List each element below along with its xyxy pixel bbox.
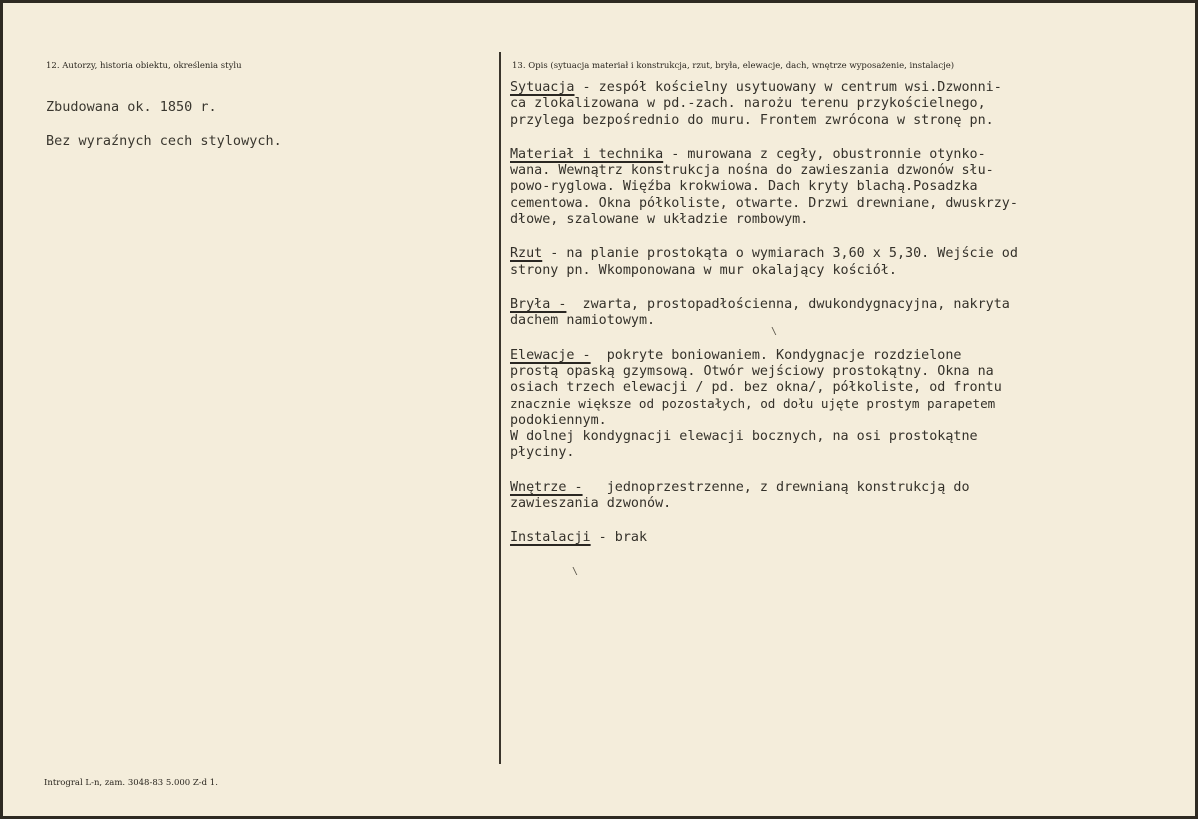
history-line-1: Zbudowana ok. 1850 r. <box>46 99 217 115</box>
text-line: W dolnej kondygnacji elewacji bocznych, na osi prostokątne <box>510 429 978 445</box>
section-sytuacja <box>510 80 1150 129</box>
text-line: podokiennym. <box>510 412 607 428</box>
text-line: wana. Wewnątrz konstrukcja nośna do zawieszania dzwonów słu- <box>510 163 994 179</box>
section-instalacje <box>510 530 1150 546</box>
text-line: strony pn. Wkomponowana w mur okalający kościół. <box>510 262 897 278</box>
section-elewacje <box>510 348 1150 462</box>
text-line: pokryte boniowaniem. Kondygnacje rozdzielone <box>590 347 962 363</box>
section-wnetrze <box>510 480 1150 513</box>
text-line: - murowana z cegły, obustronnie otynko- <box>663 146 986 162</box>
heading-instalacje: Instalacji <box>510 530 591 546</box>
text-line: - brak <box>590 530 648 546</box>
heading-bryla: Bryła - <box>510 296 567 312</box>
section-bryla <box>510 297 1150 330</box>
heading-wnetrze: Wnętrze - <box>510 479 583 495</box>
text-line: prostą opaską gzymsową. Otwór wejściowy prostokątny. Okna na <box>510 363 994 379</box>
text-line: osiach trzech elewacji / pd. bez okna/, półkoliste, od frontu <box>510 380 1002 396</box>
section-rzut <box>510 246 1150 279</box>
description-column <box>510 80 1150 565</box>
column-divider <box>499 52 501 764</box>
text-line: powo-ryglowa. Więźba krokwiowa. Dach kryty blachą.Posadzka <box>510 179 978 195</box>
heading-material: Materiał i technika <box>510 146 664 162</box>
text-line: ca zlokalizowana w pd.-zach. narożu terenu przykościelnego, <box>510 96 986 112</box>
text-line: znacznie większe od pozostałych, od dołu ujęte prostym parapetem <box>510 396 996 412</box>
section-12-header: 12. Autorzy, historia obiektu, określenia stylu <box>46 61 242 71</box>
history-column <box>46 98 282 166</box>
text-line: przylega bezpośrednio do muru. Frontem zwrócona w stronę pn. <box>510 112 994 128</box>
heading-elewacje: Elewacje - <box>510 347 591 363</box>
text-line: - zespół kościelny usytuowany w centrum wsi.Dzwonni- <box>574 80 1002 95</box>
heading-rzut: Rzut <box>510 246 543 262</box>
text-line: dłowe, szalowane w układzie rombowym. <box>510 212 809 228</box>
text-line: cementowa. Okna półkoliste, otwarte. Drzwi drewniane, dwuskrzy- <box>510 195 1018 211</box>
heading-sytuacja: Sytuacja <box>510 80 575 95</box>
text-line: płyciny. <box>510 445 575 461</box>
stray-mark: \ <box>771 326 778 337</box>
stray-mark: \ <box>572 566 579 577</box>
text-line: jednoprzestrzenne, z drewnianą konstrukcją do <box>582 479 970 495</box>
printer-imprint: Introgral L-n, zam. 3048-83 5.000 Z-d 1. <box>44 778 218 788</box>
section-13-header: 13. Opis (sytuacja materiał i konstrukcja, rzut, bryła, elewacje, dach, wnętrze wyposażenie, instalacje) <box>512 61 955 71</box>
text-line: - na planie prostokąta o wymiarach 3,60 x 5,30. Wejście od <box>542 246 1018 262</box>
text-line: zwarta, prostopadłościenna, dwukondygnacyjna, nakryta <box>566 296 1010 312</box>
section-material <box>510 147 1150 228</box>
text-line: zawieszania dzwonów. <box>510 495 672 511</box>
history-line-2: Bez wyraźnych cech stylowych. <box>46 133 282 149</box>
text-line: dachem namiotowym. <box>510 313 656 329</box>
